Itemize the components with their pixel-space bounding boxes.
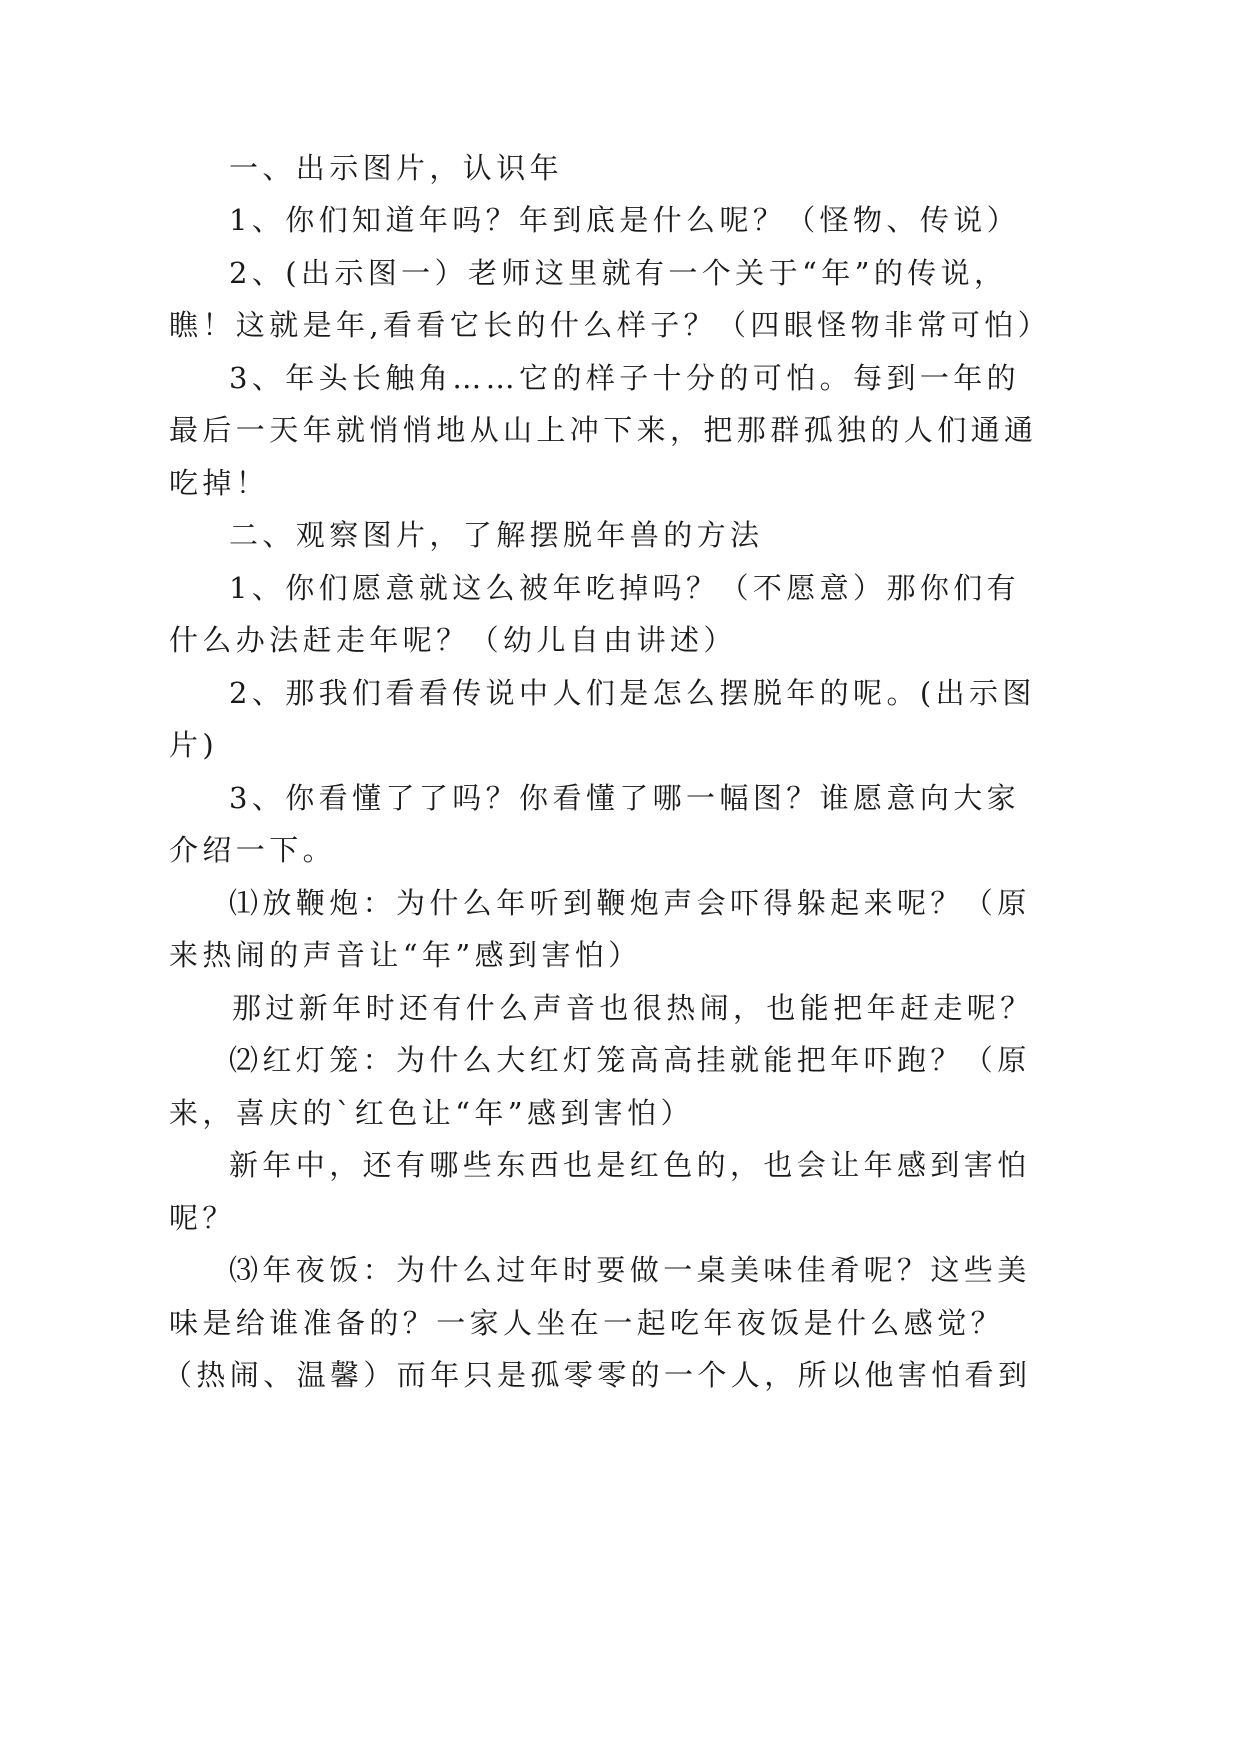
paragraph-line: 片) [169, 728, 219, 762]
paragraph-line: 呢？ [169, 1201, 236, 1235]
paragraph-line: 3、年头长触角……它的样子十分的可怕。每到一年的 [229, 361, 1021, 395]
paragraph-line: 那过新年时还有什么声音也很热闹，也能把年赶走呢？ [232, 991, 1034, 1025]
paragraph-line: 最后一天年就悄悄地从山上冲下来，把那群孤独的人们通通 [169, 413, 1038, 447]
paragraph-line: 瞧！这就是年,看看它长的什么样子？（四眼怪物非常可怕） [169, 308, 1052, 342]
paragraph-line: 3、你看懂了了吗？你看懂了哪一幅图？谁愿意向大家 [229, 781, 1021, 815]
section-heading-2: 二、观察图片，了解摆脱年兽的方法 [229, 518, 764, 552]
paragraph-line: 2、(出示图一）老师这里就有一个关于“年”的传说， [229, 256, 1008, 290]
paragraph-line: 1、你们知道年吗？年到底是什么呢？（怪物、传说） [229, 203, 1021, 237]
paragraph-line: 2、那我们看看传说中人们是怎么摆脱年的呢。(出示图 [229, 676, 1036, 710]
paragraph-line: 来热闹的声音让“年”感到害怕） [169, 938, 642, 972]
paragraph-line: （热闹、温馨）而年只是孤零零的一个人，所以他害怕看到 [163, 1358, 1032, 1392]
section-heading-1: 一、出示图片，认识年 [229, 151, 564, 185]
paragraph-line: ⑶年夜饭：为什么过年时要做一桌美味佳肴呢？这些美 [229, 1253, 1031, 1287]
paragraph-line: 1、你们愿意就这么被年吃掉吗？（不愿意）那你们有 [229, 571, 1021, 605]
paragraph-line: ⑵红灯笼：为什么大红灯笼高高挂就能把年吓跑？（原 [229, 1043, 1031, 1077]
paragraph-line: ⑴放鞭炮：为什么年听到鞭炮声会吓得躲起来呢？（原 [229, 886, 1031, 920]
paragraph-line: 吃掉！ [169, 466, 270, 500]
paragraph-line: 介绍一下。 [169, 833, 337, 867]
paragraph-line: 什么办法赶走年呢？（幼儿自由讲述） [169, 623, 737, 657]
paragraph-line: 新年中，还有哪些东西也是红色的，也会让年感到害怕 [229, 1148, 1031, 1182]
paragraph-line: 味是给谁准备的？一家人坐在一起吃年夜饭是什么感觉？ [169, 1306, 1005, 1340]
paragraph-line: 来，喜庆的`红色让“年”感到害怕） [169, 1096, 694, 1130]
